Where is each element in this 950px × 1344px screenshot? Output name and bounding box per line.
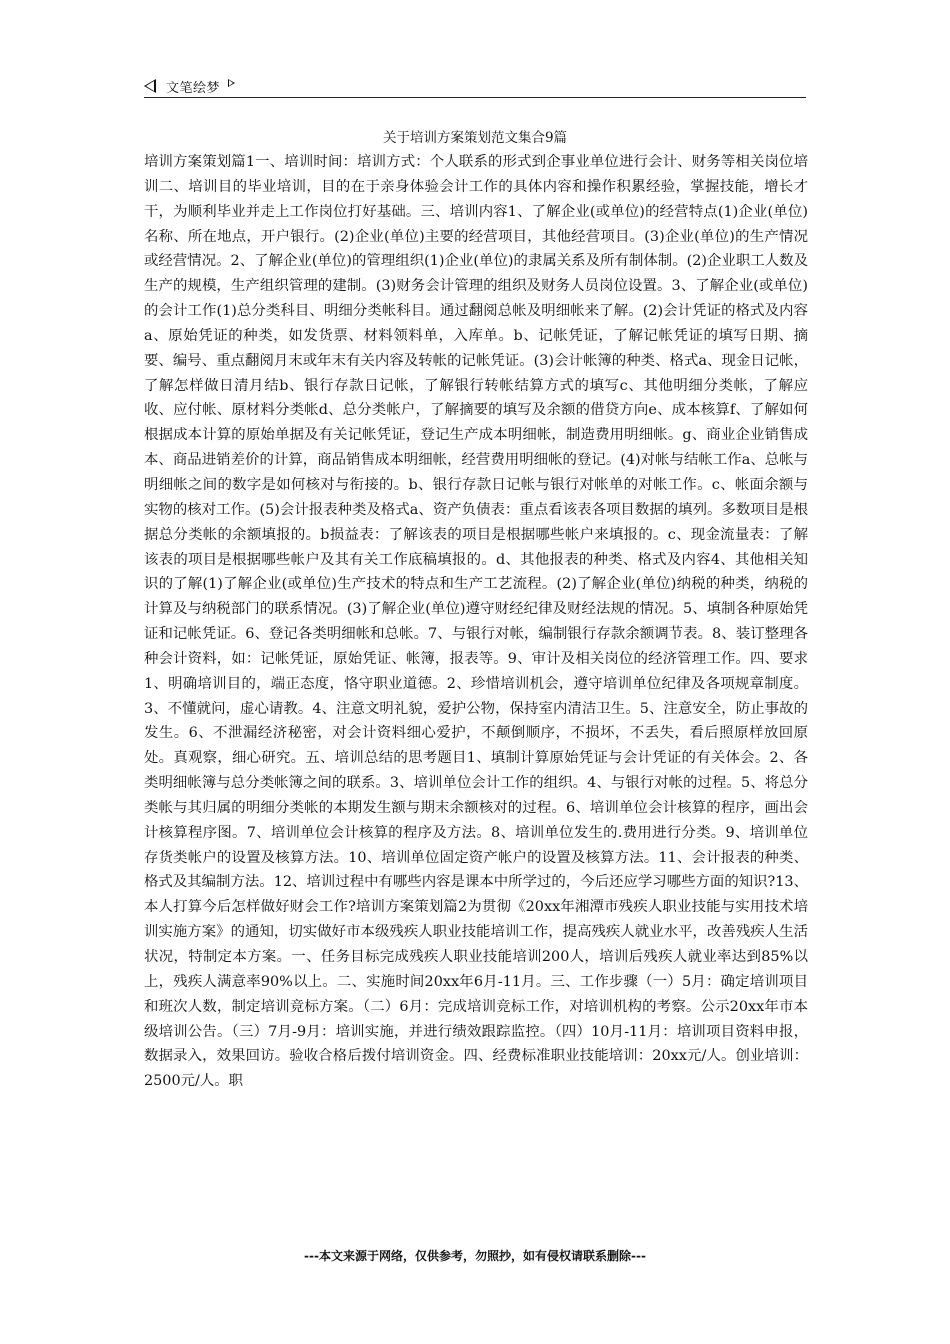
triangle-right-icon [228, 79, 235, 87]
page-footer-disclaimer: ---本文来源于网络，仅供参考，勿照抄，如有侵权请联系删除--- [304, 1249, 646, 1263]
document-body: 培训方案策划篇1一、培训时间：培训方式：个人联系的形式到企事业单位进行会计、财务等相关岗位培训二、培训目的毕业培训，目的在于亲身体验会计工作的具体内容和操作积累经验，掌握技能，增长才干，为顺利毕业并走上工作岗位打好基础。三、培训内容1、了解企业(或单位)的经营特点(1)企业(单位)名称、所在地点，开户银行。(2)企业(单位)主要的经营项目，其他经营项目。(3)企业(单位)的生产情况或经营情况。2、了解企业(单位)的管理组织(1)企业(单位)的隶属关系及所有制体制。(2)企业职工人数及生产的规模，生产组织管理的建制。(3)财务会计管理的组织及财务人员岗位设置。3、了解企业(或单位)的会计工作(1)总分类科目、明细分类帐科目。通过翻阅总帐及明细帐来了解。(2)会计凭证的格式及内容a、原始凭证的种类，如发货票、材料领料单，入库单。b、记帐凭证，了解记帐凭证的填写日期、摘要、编号、重点翻阅月末或年末有关内容及转帐的记帐凭证。(3)会计帐簿的种类、格式a、现金日记帐，了解怎样做日清月结b、银行存款日记帐，了解银行转帐结算方式的填写c、其他明细分类帐，了解应收、应付帐、原材料分类帐d、总分类帐户，了解摘要的填写及余额的借贷方向e、成本核算f、了解如何根据成本计算的原始单据及有关记帐凭证，登记生产成本明细帐，制造费用明细帐。g、商业企业销售成本、商品进销差价的计算，商品销售成本明细帐，经营费用明细帐的登记。(4)对帐与结帐工作a、总帐与明细帐之间的数字是如何核对与衔接的。b、银行存款日记帐与银行对帐单的对帐工作。c、帐面余额与实物的核对工作。(5)会计报表种类及格式a、资产负债表：重点看该表各项目数据的填列。多数项目是根据总分类帐的余额填报的。b损益表：了解该表的项目是根据哪些帐户来填报的。c、现金流量表：了解该表的项目是根据哪些帐户及其有关工作底稿填报的。d、其他报表的种类、格式及内容4、其他相关知识的了解(1)了解企业(或单位)生产技术的特点和生产工艺流程。(2)了解企业(单位)纳税的种类，纳税的计算及与纳税部门的联系情况。(3)了解企业(单位)遵守财经纪律及财经法规的情况。5、填制各种原始凭证和记帐凭证。6、登记各类明细帐和总帐。7、与银行对帐，编制银行存款余额调节表。8、装订整理各种会计资料，如：记帐凭证，原始凭证、帐簿，报表等。9、审计及相关岗位的经济管理工作。四、要求1、明确培训目的，端正态度，恪守职业道德。2、珍惜培训机会，遵守培训单位纪律及各项规章制度。3、不懂就问，虚心请教。4、注意文明礼貌，爱护公物，保持室内清洁卫生。5、注意安全，防止事故的发生。6、不泄漏经济秘密，对会计资料细心爱护，不颠倒顺序，不损坏，不丢失，看后照原样放回原处。真观察，细心研究。五、培训总结的思考题目1、填制计算原始凭证与会计凭证的有关体会。2、各类明细帐簿与总分类帐簿之间的联系。3、培训单位会计工作的组织。4、与银行对帐的过程。5、将总分类帐与其归属的明细分类帐的本期发生额与期末余额核对的过程。6、培训单位会计核算的程序，画出会计核算程序图。7、培训单位会计核算的程序及方法。8、培训单位发生的.费用进行分类。9、培训单位存货类帐户的设置及核算方法。10、培训单位固定资产帐户的设置及核算方法。11、会计报表的种类、格式及其编制方法。12、培训过程中有哪些内容是课本中所学过的，今后还应学习哪些方面的知识?13、本人打算今后怎样做好财会工作?培训方案策划篇2为贯彻《20xx年湘潭市残疾人职业技能与实用技术培训实施方案》的通知，切实做好市本级残疾人职业技能培训工作，提高残疾人就业水平，改善残疾人生活状况，特制定本方案。一、任务目标完成残疾人职业技能培训200人，培训后残疾人就业率达到85%以上，残疾人满意率90%以上。二、实施时间20xx年6月-11月。三、工作步骤（一）5月：确定培训项目和班次人数，制定培训竞标方案。（二）6月：完成培训竞标工作，对培训机构的考察。公示20xx年市本级培训公告。（三）7月-9月：培训实施，并进行绩效跟踪监控。（四）10月-11月：培训项目资料申报，数据录入，效果回访。验收合格后拨付培训资金。四、经费标准职业技能培训：20xx元/人。创业培训：2500元/人。职 [144, 154, 808, 1090]
header-divider [144, 97, 806, 98]
brand-name: 文笔绘梦 [166, 80, 221, 96]
page-header [144, 74, 806, 98]
triangle-left-icon [144, 79, 156, 93]
document-title: 关于培训方案策划范文集合9篇 [382, 130, 568, 146]
